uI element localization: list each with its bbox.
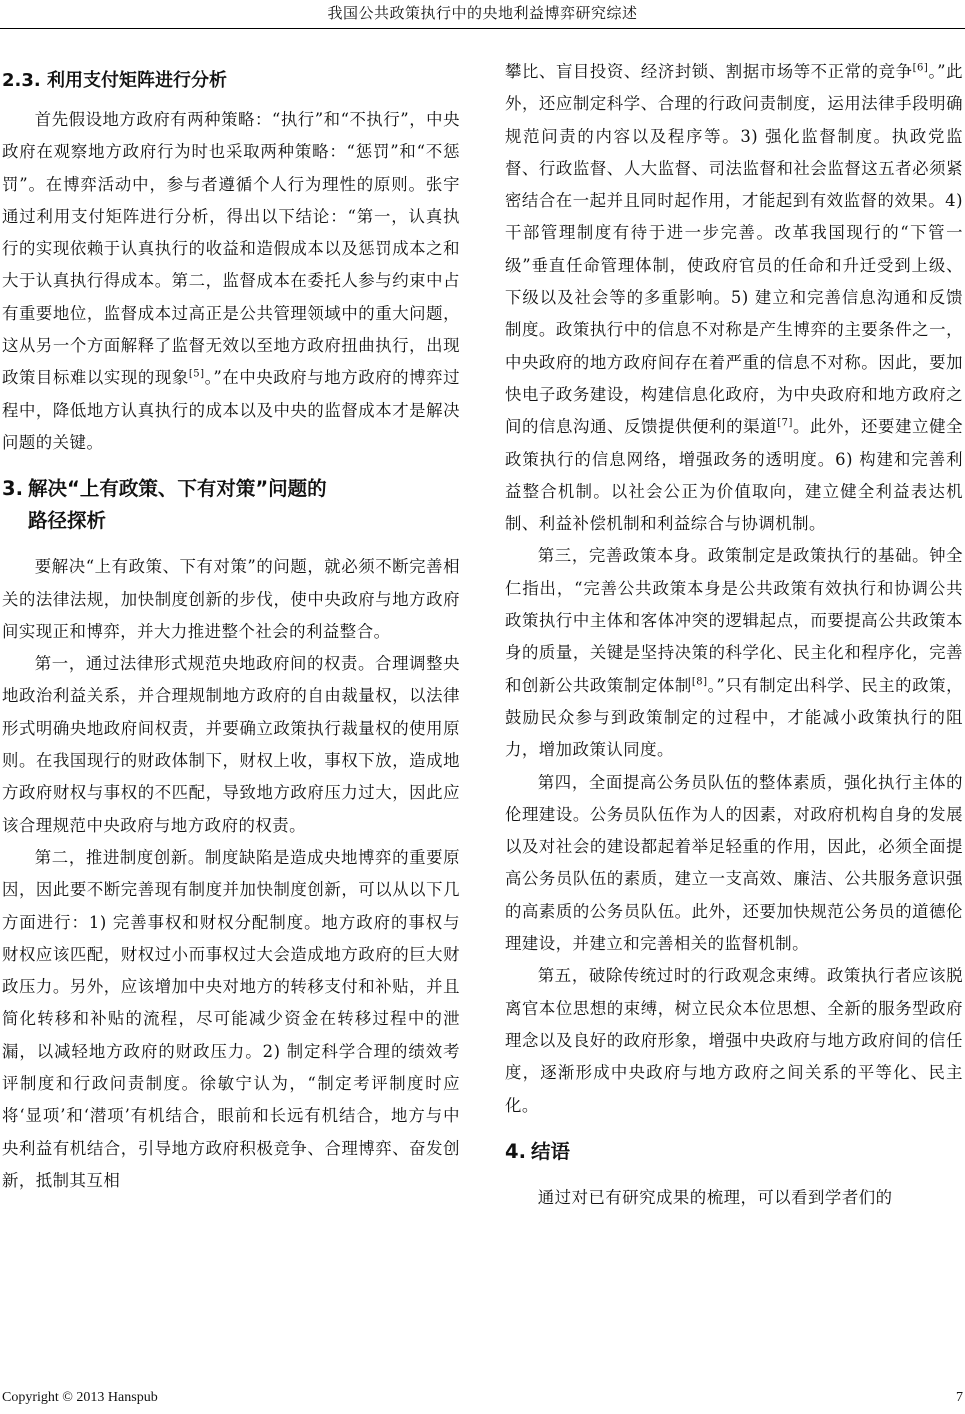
paragraph-text: 第三，完善政策本身。政策制定是政策执行的基础。钟全仁指出，“完善公共政策本身是公共政策有效执行和协调公共政策执行中主体和客体冲突的逻辑起点，而要提高公共政策本身的质量，关键是坚持决策的科学化、民主化和程序化，完善和创新公共政策制定体制 (505, 546, 963, 695)
right-column (505, 56, 963, 1356)
section-heading-4 (505, 1136, 963, 1168)
paragraph (505, 540, 963, 766)
section-number: 2.3. (2, 70, 41, 91)
section-title: 利用支付矩阵进行分析 (47, 70, 228, 91)
citation-ref: [7] (777, 417, 793, 429)
citation-ref: [5] (188, 368, 205, 380)
paragraph: 通过对已有研究成果的梳理，可以看到学者们的 (537, 1187, 893, 1207)
section-number: 3. (2, 477, 23, 501)
paragraph: 第五，破除传统过时的行政观念束缚。政策执行者应该脱离官本位思想的束缚，树立民众本位思想、全新的服务型政府理念以及良好的政府形象，增强中央政府与地方政府间的信任度，逐渐形成中央政府与地方政府之间关系的平等化、民主化。 (505, 966, 963, 1115)
paragraph (505, 56, 963, 540)
running-header: 我国公共政策执行中的央地利益博弈研究综述 (327, 4, 638, 22)
left-column (2, 56, 460, 1356)
paragraph-text: 。”只有制定出科学、民主的政策，鼓励民众参与到政策制定的过程中，才能减小政策执行的阻力，增加政策认同度。 (505, 675, 963, 760)
section-number: 4. (505, 1139, 526, 1163)
paragraph-text: 首先假设地方政府有两种策略：“执行”和“不执行”，中央政府在观察地方政府行为时也采取两种策略：“惩罚”和“不惩罚”。在博弈活动中，参与者遵循个人行为理性的原则。张宇通过利用支付矩阵进行分析，得出以下结论：“第一，认真执行的实现依赖于认真执行的收益和造假成本以及惩罚成本之和大于认真执行得成本。第二，监督成本在委托人参与约束中占有重要地位，监督成本过高正是公共管理领域中的重大问题，这从另一个方面解释了监督无效以至地方政府扭曲执行，出现政策目标难以实现的现象 (2, 110, 460, 388)
paragraph (2, 104, 460, 459)
section-title: 结语 (531, 1139, 571, 1163)
section-title: 解决“上有政策、下有对策”问题的 (28, 477, 327, 501)
section-heading-3 (2, 473, 460, 537)
paragraph: 第四，全面提高公务员队伍的整体素质，强化执行主体的伦理建设。公务员队伍作为人的因素，对政府机构自身的发展以及对社会的建设都起着举足轻重的作用，因此，必须全面提高公务员队伍的素质，建立一支高效、廉洁、公共服务意识强的高素质的公务员队伍。此外，还要加快规范公务员的道德伦理建设，并建立和完善相关的监督机制。 (505, 772, 963, 954)
paragraph-text: 。”在中央政府与地方政府的博弈过程中，降低地方认真执行的成本以及中央的监督成本才是解决问题的关键。 (2, 368, 460, 452)
section-title-line2: 路径探析 (28, 509, 107, 533)
paragraph: 要解决“上有政策、下有对策”的问题，就必须不断完善相关的法律法规，加快制度创新的步伐，使中央政府与地方政府间实现正和博弈，并大力推进整个社会的利益整合。 (2, 557, 460, 641)
header-rule (0, 28, 965, 29)
footer-page-number: 7 (956, 1390, 963, 1405)
paragraph: 第一，通过法律形式规范央地政府间的权责。合理调整央地政治利益关系，并合理规制地方政府的自由裁量权，以法律形式明确央地政府间权责，并要确立政策执行裁量权的使用原则。在我国现行的财政体制下，财权上收，事权下放，造成地方政府财权与事权的不匹配，导致地方政府压力过大，因此应该合理规范中央政府与地方政府的权责。 (2, 654, 460, 835)
citation-ref: [8] (691, 676, 708, 688)
paragraph: 第二，推进制度创新。制度缺陷是造成央地博弈的重要原因，因此要不断完善现有制度并加快制度创新，可以从以下几方面进行：1) 完善事权和财权分配制度。地方政府的事权与财权应该匹配，财权过小而事权过大会造成地方政府的巨大财政压力。另外，应该增加中央对地方的转移支付和补贴，并且简化转移和补贴的流程，尽可能减少资金在转移过程中的泄漏，以减轻地方政府的财政压力。2) 制定科学合理的绩效考评制度和行政问责制度。徐敏宁认为，“制定考评制度时应将‘显项’和‘潜项’有机结合，眼前和长远有机结合，地方与中央利益有机结合，引导地方政府积极竞争、合理博弈、奋发创新，抵制其互相 (2, 847, 460, 1190)
paragraph-text: 。此外，还要建立健全政策执行的信息网络，增强政务的透明度。6) 构建和完善利益整合机制。以社会公正为价值取向，建立健全利益表达机制、利益补偿机制和利益综合与协调机制。 (505, 417, 963, 534)
paragraph-text: 攀比、盲目投资、经济封锁、割据市场等不正常的竞争 (505, 62, 913, 81)
footer-copyright: Copyright © 2013 Hanspub (2, 1390, 158, 1405)
paragraph-text: 。”此外，还应制定科学、合理的行政问责制度，运用法律手段明确规范问责的内容以及程序等。3) 强化监督制度。执政党监督、行政监督、人大监督、司法监督和社会监督这五者必须紧密结合在一起并且同时起作用，才能起到有效监督的效果。4) 干部管理制度有待于进一步完善。改革我国现行的“下管一级”垂直任命管理体制，使政府官员的任命和升迁受到上级、下级以及社会等的多重影响。5) 建立和完善信息沟通和反馈制度。政策执行中的信息不对称是产生博弈的主要条件之一，中央政府的地方政府间存在着严重的信息不对称。因此，要加快电子政务建设，构建信息化政府，为中央政府和地方政府之间的信息沟通、反馈提供便利的渠道 (505, 62, 963, 437)
section-heading-2-3 (2, 66, 460, 96)
citation-ref: [6] (912, 62, 929, 74)
